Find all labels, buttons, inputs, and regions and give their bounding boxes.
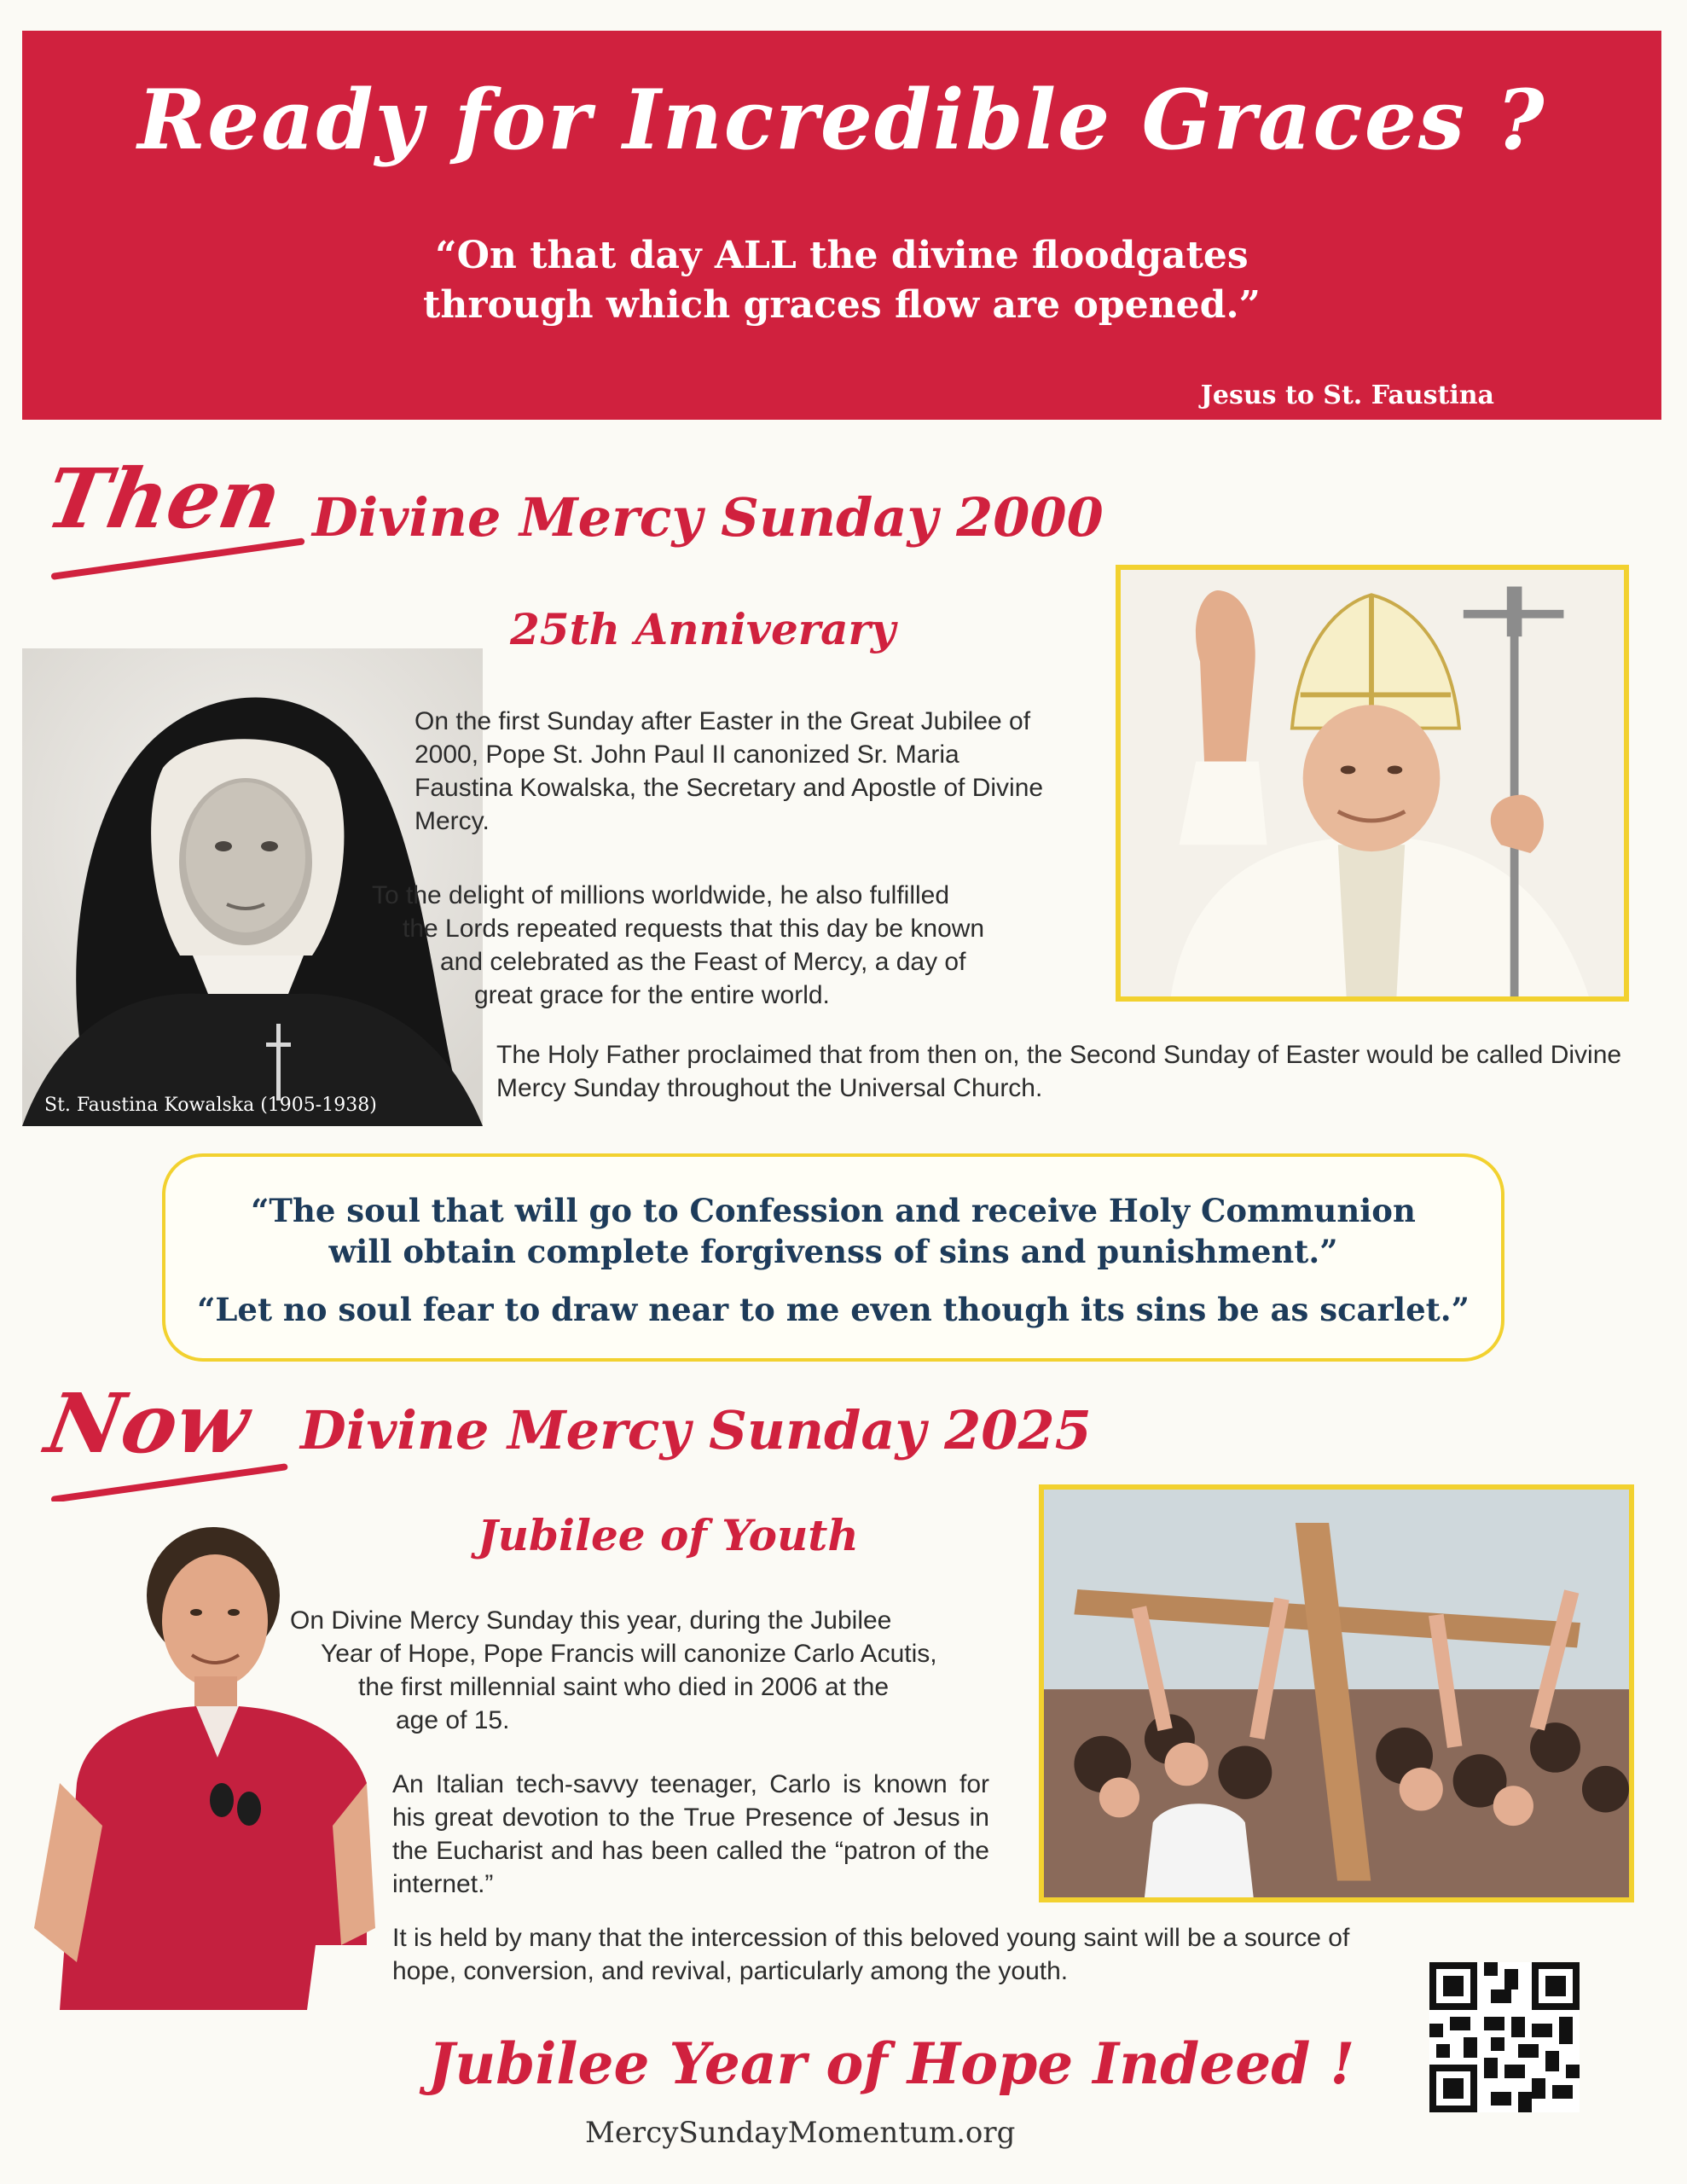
now-paragraph-1 bbox=[290, 1604, 937, 1737]
then-title: Divine Mercy Sunday 2000 bbox=[312, 486, 1104, 549]
now-paragraph-1-line1: On Divine Mercy Sunday this year, during the Jubilee bbox=[290, 1606, 892, 1635]
qr-code-icon bbox=[1429, 1962, 1580, 2112]
pope-photo bbox=[1116, 565, 1629, 1002]
now-paragraph-3: It is held by many that the intercession of this beloved young saint will be a source of hope, conversion, and revival, particularly among the youth. bbox=[392, 1924, 1350, 1985]
carlo-photo bbox=[26, 1502, 384, 2010]
then-label: Then bbox=[39, 450, 289, 547]
then-subtitle: 25th Anniverary bbox=[510, 604, 896, 654]
header-attribution: Jesus to St. Faustina bbox=[1200, 380, 1494, 410]
quote-line-2: will obtain complete forgivenss of sins and punishment.” bbox=[328, 1233, 1338, 1270]
header-quote bbox=[22, 231, 1661, 330]
quote-line-3: “Let no soul fear to draw near to me even though its sins be as scarlet.” bbox=[197, 1291, 1470, 1328]
youth-cross-photo bbox=[1039, 1484, 1634, 1902]
now-title: Divine Mercy Sunday 2025 bbox=[300, 1399, 1092, 1461]
then-paragraph-2-line2: the Lords repeated requests that this day be known bbox=[403, 915, 985, 943]
quote-box bbox=[162, 1153, 1504, 1362]
page-title: Ready for Incredible Graces ? bbox=[137, 72, 1546, 168]
carlo-image bbox=[26, 1502, 384, 2010]
pope-image bbox=[1121, 570, 1624, 996]
now-paragraph-2: An Italian tech-savvy teenager, Carlo is known for his great devotion to the True Presence of Jesus in the Eucharist and has been called the “patron of the internet.” bbox=[392, 1770, 989, 1898]
footer-slogan: Jubilee Year of Hope Indeed ! bbox=[428, 2030, 1355, 2097]
now-paragraph-1-line3: the first millennial saint who died in 2006 at the bbox=[358, 1673, 890, 1701]
then-paragraph-2-line3: and celebrated as the Feast of Mercy, a day of bbox=[440, 948, 966, 976]
then-paragraph-2 bbox=[372, 879, 984, 1012]
now-subtitle: Jubilee of Youth bbox=[478, 1510, 859, 1560]
faustina-caption: St. Faustina Kowalska (1905-1938) bbox=[44, 1095, 377, 1116]
now-paragraph-1-line2: Year of Hope, Pope Francis will canonize Carlo Acutis, bbox=[321, 1640, 937, 1668]
header-quote-line2: through which graces flow are opened.” bbox=[423, 283, 1261, 327]
header-banner bbox=[22, 31, 1661, 420]
then-paragraph-2-line4: great grace for the entire world. bbox=[474, 981, 830, 1009]
now-paragraph-1-line4: age of 15. bbox=[396, 1706, 510, 1734]
header-quote-line1: “On that day ALL the divine floodgates bbox=[435, 234, 1249, 277]
footer-url[interactable]: MercySundayMomentum.org bbox=[585, 2116, 1016, 2150]
quote-line-1: “The soul that will go to Confession and receive Holy Communion bbox=[251, 1192, 1416, 1229]
now-label: Now bbox=[39, 1375, 257, 1472]
qr-code[interactable] bbox=[1429, 1962, 1580, 2112]
youth-cross-image bbox=[1044, 1490, 1629, 1897]
then-paragraph-3: The Holy Father proclaimed that from then on, the Second Sunday of Easter would be called Divine Mercy Sunday throughout the Universal Church. bbox=[496, 1041, 1622, 1102]
then-paragraph-1: On the first Sunday after Easter in the Great Jubilee of 2000, Pope St. John Paul II canonized Sr. Maria Faustina Kowalska, the Secretary and Apostle of Divine Mercy. bbox=[415, 707, 1044, 835]
then-paragraph-2-line1: To the delight of millions worldwide, he also fulfilled bbox=[372, 881, 950, 909]
